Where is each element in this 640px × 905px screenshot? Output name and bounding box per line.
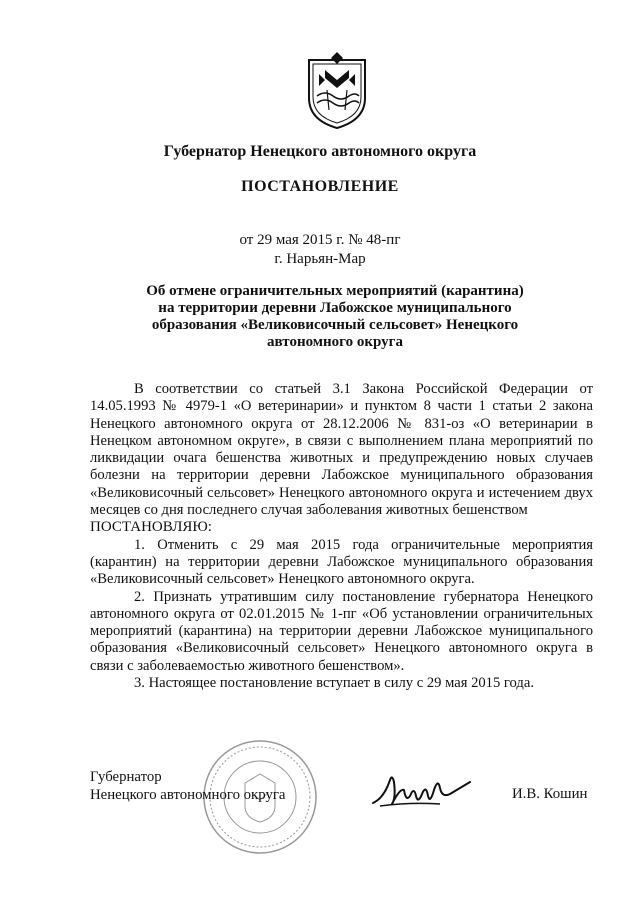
list-item: 2. Признать утратившим силу постановление губернатора Ненецкого автономного округа от 02.01.2015 № 1-пг «Об установлении ограничительных мероприятий (карантина) на территории деревни Лабожское муниципального образования «Великовисочный сельсовет» Ненецкого автономного округа в связи с заболеваемостью животного бешенством». (90, 588, 593, 674)
signatory-name: И.В. Кошин (512, 786, 588, 802)
issuing-authority: Губернатор Ненецкого автономного округа (163, 143, 477, 160)
signatory-position (90, 768, 286, 804)
list-item: 1. Отменить с 29 мая 2015 года ограничительные мероприятия (карантин) на территории деревни Лабожское муниципального образования «Великовисочный сельсовет» Ненецкого автономного округа. (90, 536, 593, 588)
position-line: Ненецкого автономного округа (90, 787, 286, 803)
document-city: г. Нарьян-Мар (274, 251, 366, 267)
document-date-number: от 29 мая 2015 г. № 48-пг (239, 232, 401, 248)
decree-word: ПОСТАНОВЛЯЮ: (90, 519, 212, 536)
document-subject: Об отмене ограничительных мероприятий (карантина) на территории деревни Лабожское муниципального образования «Великовисочный сельсовет» Ненецкого автономного округа (146, 283, 524, 350)
preamble-paragraph: В соответствии со статьей 3.1 Закона Российской Федерации от 14.05.1993 № 4979-1 «О ветеринарии» и пунктом 8 части 1 статьи 2 закона Ненецкого автономного округа от 28.12.2006 № 831-оз «О ветеринарии в Ненецком автономном округе», в связи с выполнением плана мероприятий по ликвидации очага бешенства животных и предупреждению новых случаев болезни на территории деревни Лабожское муниципального образования «Великовисочный сельсовет» Ненецкого автономного округа и истечением двух месяцев со дня последнего случая заболевания животных бешенством (90, 381, 593, 519)
coat-of-arms-icon (305, 50, 369, 130)
signature-icon (370, 768, 475, 813)
document-body (90, 381, 593, 692)
list-item: 3. Настоящее постановление вступает в силу с 29 мая 2015 года. (134, 675, 534, 692)
document-type: ПОСТАНОВЛЕНИЕ (241, 178, 399, 195)
position-line: Губернатор (90, 769, 162, 785)
